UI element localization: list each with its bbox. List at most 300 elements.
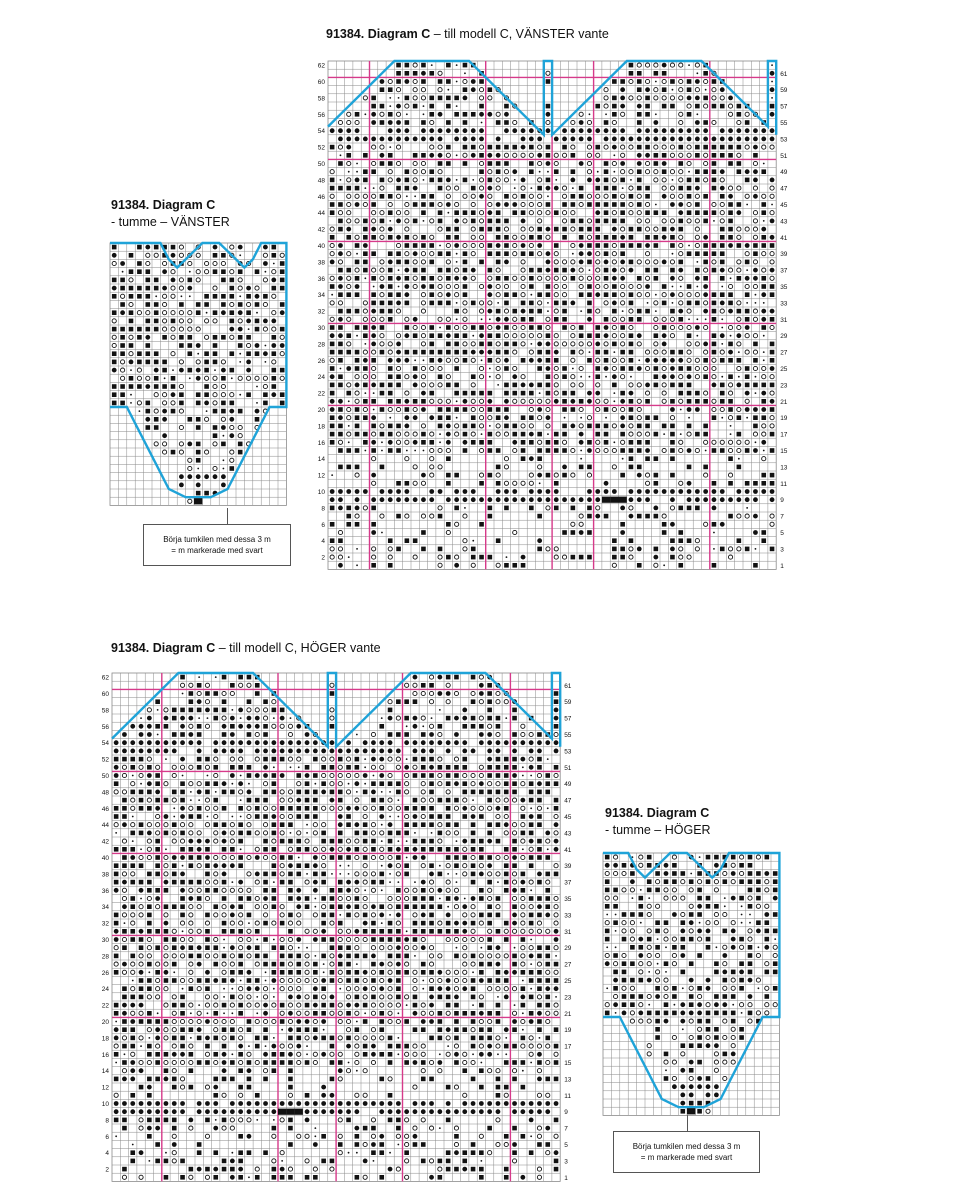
left-thumb-dot-icon <box>112 286 117 291</box>
right-mitten-square-icon <box>371 839 376 844</box>
left-mitten-dot-icon <box>562 128 567 133</box>
right-mitten-square-icon <box>487 1011 492 1016</box>
left-mitten-small-dot-icon <box>481 359 483 361</box>
left-mitten-square-icon <box>338 227 343 232</box>
right-mitten-square-icon <box>280 708 285 713</box>
right-mitten-square-icon <box>330 839 335 844</box>
right-mitten-small-dot-icon <box>414 832 416 834</box>
left-mitten-square-icon <box>654 161 659 166</box>
right-mitten-small-dot-icon <box>397 816 399 818</box>
left-thumb-square-icon <box>137 384 142 389</box>
left-mitten-square-icon <box>330 325 335 330</box>
left-thumb-dot-icon <box>162 286 167 291</box>
right-mitten-dot-icon <box>188 716 193 721</box>
left-mitten-dot-icon <box>637 153 642 158</box>
left-mitten-square-icon <box>761 276 766 281</box>
right-mitten-square-icon <box>172 945 177 950</box>
left-mitten-square-icon <box>720 251 725 256</box>
left-mitten-square-icon <box>446 555 451 560</box>
left-thumb-square-icon <box>154 417 159 422</box>
left-thumb-square-icon <box>255 417 260 422</box>
left-mitten-square-icon <box>662 104 667 109</box>
left-mitten-square-icon <box>670 473 675 478</box>
left-mitten-dot-icon <box>346 137 351 142</box>
right-mitten-small-dot-icon <box>298 947 300 949</box>
left-mitten-row-label-left: 24 <box>317 374 325 382</box>
left-thumb-dot-icon <box>162 433 167 438</box>
left-mitten-small-dot-icon <box>547 195 549 197</box>
right-mitten-dot-icon <box>305 740 310 745</box>
left-thumb-square-icon <box>120 351 125 356</box>
right-mitten-square-icon <box>504 757 509 762</box>
left-mitten-small-dot-icon <box>755 548 757 550</box>
left-mitten-square-icon <box>562 530 567 535</box>
left-mitten-dot-icon <box>579 260 584 265</box>
left-mitten-small-dot-icon <box>423 105 425 107</box>
left-thumb-square-icon <box>272 351 277 356</box>
left-mitten-dot-icon <box>612 268 617 273</box>
left-mitten-square-icon <box>620 251 625 256</box>
left-mitten-square-icon <box>604 350 609 355</box>
right-mitten-square-icon <box>247 732 252 737</box>
right-mitten-square-icon <box>338 904 343 909</box>
left-mitten-square-icon <box>438 374 443 379</box>
left-thumb-dot-icon <box>246 360 251 365</box>
left-thumb-square-icon <box>171 409 176 414</box>
right-mitten-small-dot-icon <box>530 988 532 990</box>
left-mitten-square-icon <box>330 178 335 183</box>
left-mitten-square-icon <box>703 399 708 404</box>
left-thumb-square-icon <box>120 392 125 397</box>
left-thumb-dot-icon <box>263 261 268 266</box>
right-mitten-square-icon <box>355 995 360 1000</box>
left-mitten-square-icon <box>678 219 683 224</box>
right-mitten-square-icon <box>487 822 492 827</box>
left-mitten-dot-icon <box>521 178 526 183</box>
right-mitten-square-icon <box>147 962 152 967</box>
right-mitten-square-icon <box>155 699 160 704</box>
left-mitten-small-dot-icon <box>688 245 690 247</box>
left-thumb-dot-icon <box>145 245 150 250</box>
left-mitten-square-icon <box>338 350 343 355</box>
right-mitten-small-dot-icon <box>306 832 308 834</box>
right-mitten-small-dot-icon <box>356 791 358 793</box>
left-mitten-square-icon <box>612 112 617 117</box>
right-mitten-square-icon <box>172 732 177 737</box>
right-mitten-dot-icon <box>396 749 401 754</box>
left-mitten-dot-icon <box>620 128 625 133</box>
left-mitten-dot-icon <box>438 112 443 117</box>
left-mitten-square-icon <box>546 374 551 379</box>
left-mitten-square-icon <box>355 448 360 453</box>
left-mitten-square-icon <box>712 333 717 338</box>
left-mitten-square-icon <box>429 292 434 297</box>
right-mitten-dot-icon <box>296 724 301 729</box>
left-mitten-small-dot-icon <box>755 376 757 378</box>
left-mitten-title <box>326 27 609 42</box>
left-mitten-square-icon <box>363 325 368 330</box>
left-thumb-small-dot-icon <box>256 312 258 314</box>
left-mitten-dot-icon <box>678 268 683 273</box>
left-mitten-square-icon <box>571 153 576 158</box>
left-thumb-dot-icon <box>255 294 260 299</box>
right-mitten-square-icon <box>164 724 169 729</box>
right-mitten-square-icon <box>438 814 443 819</box>
right-mitten-square-icon <box>429 839 434 844</box>
right-mitten-square-icon <box>139 937 144 942</box>
right-mitten-dot-icon <box>288 995 293 1000</box>
right-mitten-square-icon <box>222 847 227 852</box>
left-mitten-square-icon <box>405 350 410 355</box>
left-mitten-dot-icon <box>637 137 642 142</box>
left-mitten-dot-icon <box>629 268 634 273</box>
left-thumb-square-icon <box>196 450 201 455</box>
right-mitten-small-dot-icon <box>530 939 532 941</box>
left-mitten-square-icon <box>454 383 459 388</box>
left-mitten-dot-icon <box>546 366 551 371</box>
left-mitten-small-dot-icon <box>705 318 707 320</box>
left-mitten-dot-icon <box>653 489 658 494</box>
left-thumb-dot-icon <box>229 417 234 422</box>
right-mitten-square-icon <box>404 1019 409 1024</box>
right-mitten-dot-icon <box>487 732 492 737</box>
left-mitten-square-icon <box>438 415 443 420</box>
left-mitten-dot-icon <box>338 284 343 289</box>
left-mitten-square-icon <box>654 268 659 273</box>
left-mitten-square-icon <box>670 555 675 560</box>
left-mitten-square-icon <box>620 325 625 330</box>
left-mitten-square-icon <box>529 284 534 289</box>
right-mitten-dot-icon <box>114 888 119 893</box>
right-mitten-dot-icon <box>313 855 318 860</box>
left-mitten-square-icon <box>429 440 434 445</box>
left-mitten-square-icon <box>438 350 443 355</box>
left-mitten-square-icon <box>737 104 742 109</box>
left-thumb-dot-icon <box>145 335 150 340</box>
left-mitten-square-icon <box>529 235 534 240</box>
left-mitten-small-dot-icon <box>356 548 358 550</box>
left-mitten-square-icon <box>645 309 650 314</box>
right-mitten-square-icon <box>429 683 434 688</box>
left-mitten-square-icon <box>546 178 551 183</box>
left-mitten-square-icon <box>645 210 650 215</box>
left-mitten-square-icon <box>512 342 517 347</box>
left-mitten-square-icon <box>355 112 360 117</box>
left-mitten-square-icon <box>612 79 617 84</box>
left-thumb-square-icon <box>120 278 125 283</box>
left-mitten-square-icon <box>388 276 393 281</box>
right-mitten-square-icon <box>529 798 534 803</box>
right-mitten-dot-icon <box>188 896 193 901</box>
left-mitten-square-icon <box>637 440 642 445</box>
right-mitten-square-icon <box>180 798 185 803</box>
left-mitten-row-label-left: 50 <box>317 160 325 168</box>
left-mitten-dot-icon <box>330 399 335 404</box>
right-mitten-square-icon <box>404 904 409 909</box>
right-mitten-square-icon <box>247 1019 252 1024</box>
right-mitten-square-icon <box>371 921 376 926</box>
left-mitten-dot-icon <box>695 96 700 101</box>
left-mitten-square-icon <box>446 145 451 150</box>
left-mitten-square-icon <box>396 424 401 429</box>
right-mitten-square-icon <box>537 847 542 852</box>
right-mitten-dot-icon <box>222 724 227 729</box>
left-mitten-dot-icon <box>761 391 766 396</box>
left-thumb-square-icon <box>188 417 193 422</box>
right-mitten-dot-icon <box>413 675 418 680</box>
right-mitten-dot-icon <box>454 781 459 786</box>
right-mitten-dot-icon <box>313 1003 318 1008</box>
left-mitten-square-icon <box>537 268 542 273</box>
right-mitten-square-icon <box>338 831 343 836</box>
left-mitten-square-icon <box>380 407 385 412</box>
left-mitten-dot-icon <box>454 128 459 133</box>
left-mitten-square-icon <box>720 383 725 388</box>
left-mitten-row-label-left: 60 <box>317 78 325 86</box>
left-mitten-square-icon <box>421 194 426 199</box>
right-mitten-square-icon <box>130 954 135 959</box>
left-mitten-dot-icon <box>487 497 492 502</box>
left-mitten-square-icon <box>396 71 401 76</box>
left-mitten-square-icon <box>587 260 592 265</box>
left-mitten-square-icon <box>703 465 708 470</box>
right-mitten-dot-icon <box>520 757 525 762</box>
left-thumb-square-icon <box>188 351 193 356</box>
right-mitten-dot-icon <box>371 954 376 959</box>
right-mitten-square-icon <box>537 880 542 885</box>
left-mitten-square-icon <box>463 145 468 150</box>
left-mitten-square-icon <box>629 194 634 199</box>
left-mitten-row-label-left: 2 <box>321 554 325 562</box>
right-mitten-small-dot-icon <box>248 783 250 785</box>
left-thumb-square-icon <box>221 401 226 406</box>
right-mitten-square-icon <box>413 822 418 827</box>
left-mitten-square-icon <box>761 169 766 174</box>
left-mitten-row-label-right: 21 <box>780 398 788 406</box>
left-mitten-square-icon <box>438 407 443 412</box>
right-mitten-square-icon <box>205 978 210 983</box>
right-mitten-square-icon <box>338 798 343 803</box>
left-mitten-dot-icon <box>670 522 675 527</box>
right-mitten-square-icon <box>545 888 550 893</box>
left-mitten-dot-icon <box>404 128 409 133</box>
left-mitten-dot-icon <box>504 128 509 133</box>
right-mitten-square-icon <box>537 822 542 827</box>
right-mitten-dot-icon <box>321 1019 326 1024</box>
left-mitten-square-icon <box>463 268 468 273</box>
right-mitten-square-icon <box>280 970 285 975</box>
right-mitten-small-dot-icon <box>348 873 350 875</box>
right-mitten-square-icon <box>147 806 152 811</box>
left-mitten-row-label-right: 7 <box>780 513 784 521</box>
left-mitten-small-dot-icon <box>713 220 715 222</box>
right-mitten-square-icon <box>255 814 260 819</box>
right-mitten-square-icon <box>404 847 409 852</box>
left-mitten-dot-icon <box>612 374 617 379</box>
right-mitten-square-icon <box>388 708 393 713</box>
left-thumb-square-icon <box>154 319 159 324</box>
left-mitten-square-icon <box>612 547 617 552</box>
left-mitten-square-icon <box>529 309 534 314</box>
right-mitten-square-icon <box>529 863 534 868</box>
left-thumb-square-icon <box>221 253 226 258</box>
right-mitten-square-icon <box>222 822 227 827</box>
left-mitten-square-icon <box>388 292 393 297</box>
right-mitten-small-dot-icon <box>497 881 499 883</box>
right-mitten-square-icon <box>396 978 401 983</box>
left-mitten-square-icon <box>504 407 509 412</box>
left-mitten-square-icon <box>463 87 468 92</box>
left-mitten-dot-icon <box>645 489 650 494</box>
right-mitten-dot-icon <box>280 749 285 754</box>
left-thumb-dot-icon <box>221 425 226 430</box>
left-mitten-square-icon <box>521 317 526 322</box>
right-mitten-square-icon <box>438 765 443 770</box>
right-mitten-small-dot-icon <box>223 947 225 949</box>
right-mitten-square-icon <box>346 945 351 950</box>
right-mitten-small-dot-icon <box>348 865 350 867</box>
left-mitten-marked-stitch <box>610 497 618 503</box>
left-mitten-small-dot-icon <box>605 417 607 419</box>
left-mitten-dot-icon <box>753 514 758 519</box>
left-mitten-small-dot-icon <box>398 269 400 271</box>
right-mitten-square-icon <box>454 773 459 778</box>
left-mitten-square-icon <box>330 350 335 355</box>
right-mitten-square-icon <box>213 904 218 909</box>
right-mitten-small-dot-icon <box>231 881 233 883</box>
left-mitten-square-icon <box>330 342 335 347</box>
left-mitten-row-label-right: 53 <box>780 136 788 144</box>
right-mitten-square-icon <box>429 904 434 909</box>
left-mitten-square-icon <box>471 186 476 191</box>
right-mitten-dot-icon <box>429 740 434 745</box>
left-mitten-square-icon <box>338 342 343 347</box>
right-mitten-square-icon <box>454 765 459 770</box>
left-mitten-square-icon <box>737 169 742 174</box>
right-mitten-dot-icon <box>354 822 359 827</box>
left-mitten-square-icon <box>405 178 410 183</box>
right-mitten-square-icon <box>479 855 484 860</box>
left-mitten-dot-icon <box>570 137 575 142</box>
right-mitten-square-icon <box>429 806 434 811</box>
left-mitten-square-icon <box>446 120 451 125</box>
left-mitten-small-dot-icon <box>348 171 350 173</box>
left-mitten-square-icon <box>346 309 351 314</box>
left-mitten-square-icon <box>770 342 775 347</box>
right-mitten-small-dot-icon <box>547 807 549 809</box>
left-mitten-dot-icon <box>703 292 708 297</box>
right-mitten-square-icon <box>363 913 368 918</box>
left-mitten-dot-icon <box>579 120 584 125</box>
right-mitten-square-icon <box>130 831 135 836</box>
right-mitten-dot-icon <box>296 749 301 754</box>
left-mitten-small-dot-icon <box>763 359 765 361</box>
left-mitten-small-dot-icon <box>456 261 458 263</box>
left-mitten-small-dot-icon <box>373 187 375 189</box>
right-mitten-square-icon <box>438 724 443 729</box>
right-mitten-dot-icon <box>197 740 202 745</box>
right-mitten-small-dot-icon <box>182 930 184 932</box>
left-mitten-square-icon <box>720 547 725 552</box>
left-thumb-square-icon <box>238 343 243 348</box>
left-mitten-dot-icon <box>770 489 775 494</box>
right-mitten-square-icon <box>238 962 243 967</box>
right-mitten-square-icon <box>421 683 426 688</box>
right-mitten-dot-icon <box>288 863 293 868</box>
left-mitten-dot-icon <box>629 514 634 519</box>
left-mitten-square-icon <box>695 153 700 158</box>
left-mitten-small-dot-icon <box>348 441 350 443</box>
right-mitten-square-icon <box>130 880 135 885</box>
left-mitten-small-dot-icon <box>746 507 748 509</box>
left-mitten-square-icon <box>512 424 517 429</box>
right-mitten-square-icon <box>487 683 492 688</box>
left-mitten-square-icon <box>446 63 451 68</box>
left-mitten-square-icon <box>488 358 493 363</box>
left-mitten-square-icon <box>454 309 459 314</box>
right-mitten-dot-icon <box>230 740 235 745</box>
left-mitten-square-icon <box>429 178 434 183</box>
right-mitten-dot-icon <box>462 929 467 934</box>
left-thumb-square-icon <box>272 253 277 258</box>
right-mitten-dot-icon <box>454 716 459 721</box>
right-mitten-small-dot-icon <box>157 1012 159 1014</box>
right-mitten-dot-icon <box>296 896 301 901</box>
right-mitten-small-dot-icon <box>555 996 557 998</box>
left-mitten-dot-icon <box>429 153 434 158</box>
left-mitten-dot-icon <box>537 243 542 248</box>
left-mitten-square-icon <box>703 169 708 174</box>
right-mitten-square-icon <box>496 822 501 827</box>
left-mitten-small-dot-icon <box>771 81 773 83</box>
right-mitten-small-dot-icon <box>314 955 316 957</box>
left-mitten-square-icon <box>405 407 410 412</box>
left-thumb-small-dot-icon <box>164 377 166 379</box>
left-thumb-dot-icon <box>246 286 251 291</box>
right-mitten-small-dot-icon <box>497 996 499 998</box>
right-mitten-square-icon <box>213 708 218 713</box>
left-thumb-square-icon <box>230 351 235 356</box>
left-mitten-dot-icon <box>728 497 733 502</box>
right-mitten-square-icon <box>396 732 401 737</box>
right-mitten-square-icon <box>330 888 335 893</box>
left-mitten-small-dot-icon <box>730 433 732 435</box>
right-mitten-square-icon <box>496 1011 501 1016</box>
left-mitten-dot-icon <box>554 399 559 404</box>
left-mitten-small-dot-icon <box>738 351 740 353</box>
left-mitten-square-icon <box>463 424 468 429</box>
right-mitten-dot-icon <box>263 896 268 901</box>
left-thumb-small-dot-icon <box>189 295 191 297</box>
right-mitten-dot-icon <box>338 954 343 959</box>
left-thumb-square-icon <box>272 384 277 389</box>
right-mitten-square-icon <box>421 896 426 901</box>
right-mitten-square-icon <box>429 970 434 975</box>
left-thumb-small-dot-icon <box>265 271 267 273</box>
right-mitten-small-dot-icon <box>256 1012 258 1014</box>
right-mitten-square-icon <box>296 790 301 795</box>
right-mitten-square-icon <box>238 806 243 811</box>
right-mitten-square-icon <box>139 986 144 991</box>
left-mitten-dot-icon <box>637 547 642 552</box>
left-mitten-square-icon <box>670 104 675 109</box>
right-mitten-dot-icon <box>247 724 252 729</box>
left-mitten-dot-icon <box>396 489 401 494</box>
left-mitten-small-dot-icon <box>489 318 491 320</box>
right-mitten-dot-icon <box>537 872 542 877</box>
right-mitten-square-icon <box>545 872 550 877</box>
right-mitten-square-icon <box>272 847 277 852</box>
